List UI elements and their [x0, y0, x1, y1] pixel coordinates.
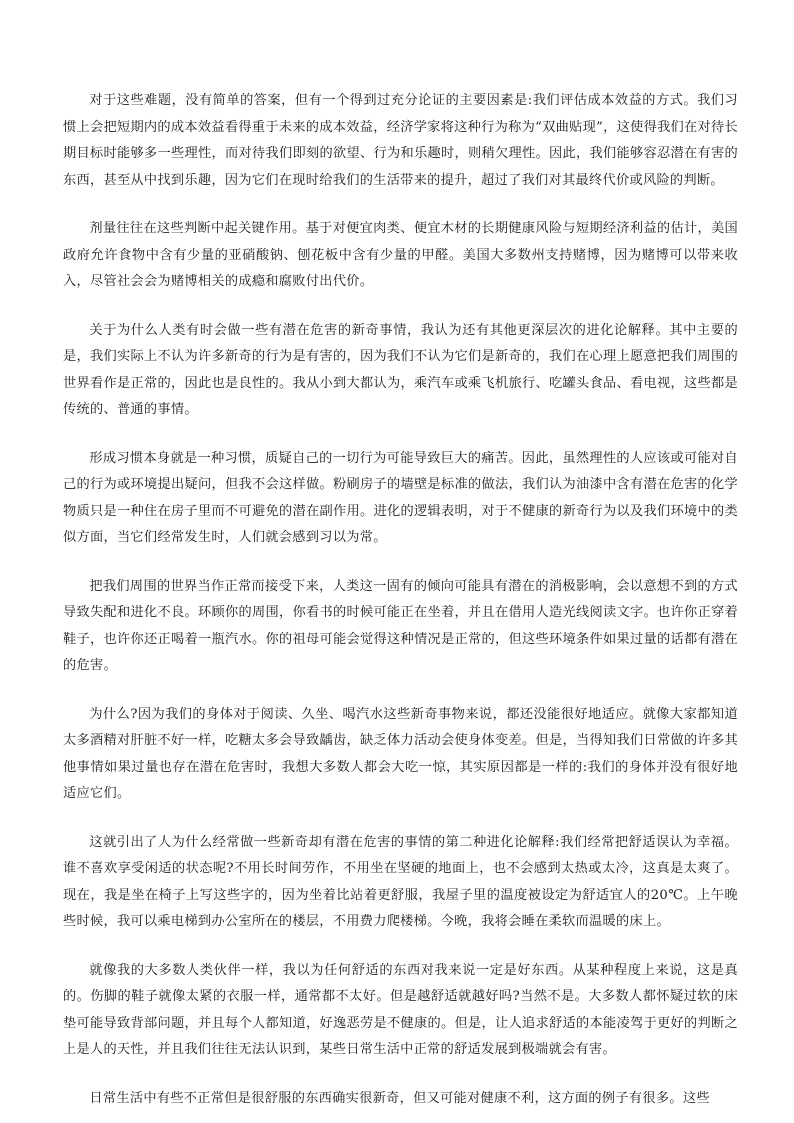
paragraph-7: 这就引出了人为什么经常做一些新奇却有潜在危害的事情的第二种进化论解释:我们经常把舒适误认为幸福。谁不喜欢享受闲适的状态呢?不用长时间劳作，不用坐在坚硬的地面上，也不会感到太热或太冷，这真是太爽了。现在，我是坐在椅子上写这些字的，因为坐着比站着更舒服，我屋子里的温度被设定为舒适宜人的20℃。上午晚些时候，我可以乘电梯到办公室所在的楼层，不用费力爬楼梯。今晚，我将会睡在柔软而温暖的床上。 [63, 834, 738, 929]
paragraph-9: 日常生活中有些不正常但是很舒服的东西确实很新奇，但又可能对健康不利，这方面的例子有很多。这些 [89, 1090, 710, 1106]
paragraph-5: 把我们周围的世界当作正常而接受下来，人类这一固有的倾向可能具有潜在的消极影响，会以意想不到的方式导致失配和进化不良。环顾你的周围，你看书的时候可能正在坐着，并且在借用人造光线阅读文字。也许你正穿着鞋子，也许你还正喝着一瓶汽水。你的祖母可能会觉得这种情况是正常的，但这些环境条件如果过量的话都有潜在的危害。 [63, 578, 738, 673]
paragraph-8: 就像我的大多数人类伙伴一样，我以为任何舒适的东西对我来说一定是好东西。从某种程度上来说，这是真的。伤脚的鞋子就像太紧的衣服一样，通常都不太好。但是越舒适就越好吗?当然不是。大多数人都怀疑过软的床垫可能导致背部问题，并且每个人都知道，好逸恶劳是不健康的。但是，让人追求舒适的本能凌驾于更好的判断之上是人的天性，并且我们往往无法认识到，某些日常生活中正常的舒适发展到极端就会有害。 [63, 962, 738, 1057]
paragraph-6: 为什么?因为我们的身体对于阅读、久坐、喝汽水这些新奇事物来说，都还没能很好地适应。就像大家都知道太多酒精对肝脏不好一样，吃糖太多会导致龋齿，缺乏体力活动会使身体变差。但是，当得知我们日常做的许多其他事情如果过量也存在潜在危害时，我想大多数人都会大吃一惊，其实原因都是一样的:我们的身体并没有很好地适应它们。 [63, 706, 738, 801]
paragraph-4: 形成习惯本身就是一种习惯，质疑自己的一切行为可能导致巨大的痛苦。因此，虽然理性的人应该或可能对自己的行为或环境提出疑问，但我不会这样做。粉刷房子的墙壁是标准的做法，我们认为油漆中含有潜在危害的化学物质只是一种住在房子里而不可避免的潜在副作用。进化的逻辑表明，对于不健康的新奇行为以及我们环境中的类似方面，当它们经常发生时，人们就会感到习以为常。 [63, 450, 738, 545]
paragraph-2: 剂量往往在这些判断中起关键作用。基于对便宜肉类、便宜木材的长期健康风险与短期经济利益的估计，美国政府允许食物中含有少量的亚硝酸钠、刨花板中含有少量的甲醛。美国大多数州支持赌博，因为赌博可以带来收入，尽管社会会为赌博相关的成瘾和腐败付出代价。 [63, 221, 738, 289]
paragraph-3: 关于为什么人类有时会做一些有潜在危害的新奇事情，我认为还有其他更深层次的进化论解释。其中主要的是，我们实际上不认为许多新奇的行为是有害的，因为我们不认为它们是新奇的，我们在心理上愿意把我们周围的世界看作是正常的，因此也是良性的。我从小到大都认为，乘汽车或乘飞机旅行、吃罐头食品、看电视，这些都是传统的、普通的事情。 [63, 322, 738, 417]
paragraph-1: 对于这些难题，没有简单的答案，但有一个得到过充分论证的主要因素是:我们评估成本效益的方式。我们习惯上会把短期内的成本效益看得重于未来的成本效益，经济学家将这种行为称为“双曲贴现”，这使得我们在对待长期目标时能够多一些理性，而对待我们即刻的欲望、行为和乐趣时，则稍欠理性。因此，我们能够容忍潜在有害的东西，甚至从中找到乐趣，因为它们在现时给我们的生活带来的提升，超过了我们对其最终代价或风险的判断。 [63, 93, 738, 188]
